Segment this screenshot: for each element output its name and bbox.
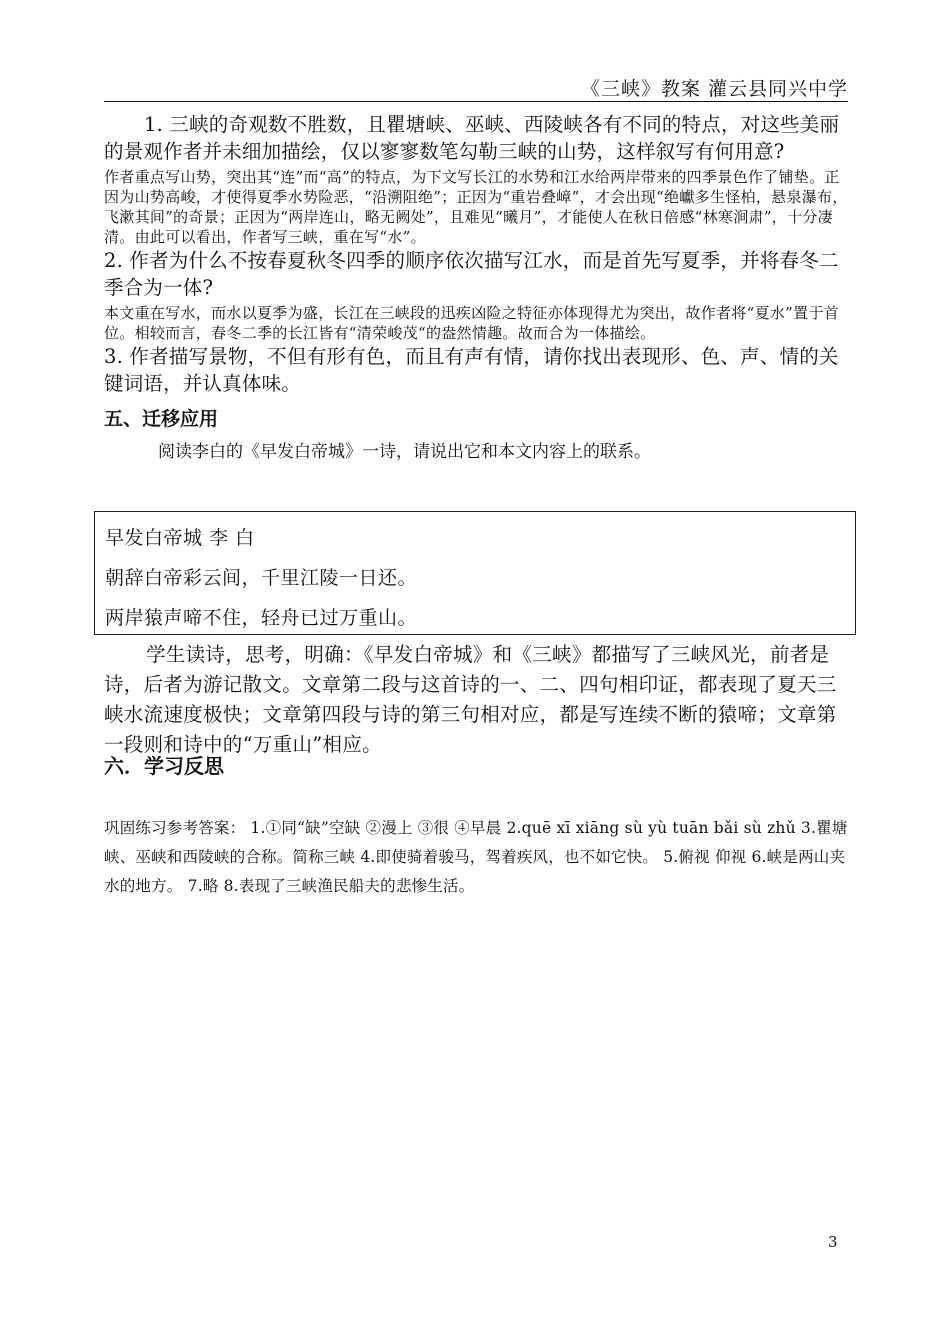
main-content (104, 111, 848, 465)
header-divider (104, 101, 848, 102)
section-5-heading: 五、迁移应用 (104, 408, 219, 430)
poem-title: 早发白帝城 李 白 (105, 527, 255, 549)
reference-answers: 巩固练习参考答案： 1.①同“缺”空缺 ②漫上 ③很 ④早晨 2.quē xī xiāng sù yù tuān bǎi sù zhǔ 3.瞿塘峡、巫峡和西陵峡的合称。简称三峡 4.即使骑着骏马，驾着疾风，也不如它快。 5.俯视 仰视 6.峡是两山夹水的地方。 7.略 8.表现了三峡渔民船夫的悲惨生活。 (104, 819, 848, 895)
poem-line-1: 朝辞白帝彩云间，千里江陵一日还。 (105, 567, 418, 589)
answer-1: 作者重点写山势，突出其“连”而“高”的特点，为下文写长江的水势和江水给两岸带来的四季景色作了铺垫。正因为山势高峻，才使得夏季水势险恶，“沿溯阻绝”；正因为“重岩叠嶂”，才会出现“绝巘多生怪柏，悬泉瀑布，飞漱其间”的奇景；正因为“两岸连山，略无阙处”，且难见“曦月”，才能使人在秋日倍感“林寒涧肃”，十分凄清。由此可以看出，作者写三峡，重在写“水”。 (104, 168, 848, 246)
question-1: 1. 三峡的奇观数不胜数，且瞿塘峡、巫峡、西陵峡各有不同的特点，对这些美丽的景观作者并未细加描绘，仅以寥寥数笔勾勒三峡的山势，这样叙写有何用意? (104, 113, 840, 163)
poem-box (94, 511, 856, 635)
question-3: 3. 作者描写景物，不但有形有色，而且有声有情，请你找出表现形、色、声、情的关键词语，并认真体味。 (104, 345, 839, 395)
discussion-paragraph: 学生读诗，思考，明确：《早发白帝城》和《三峡》都描写了三峡风光，前者是诗，后者为游记散文。文章第二段与这首诗的一、二、四句相印证，都表现了夏天三峡水流速度极快；文章第四段与诗的第三句相对应，都是写连续不断的猿啼；文章第一段则和诗中的“万重山”相应。 (104, 643, 837, 756)
question-2: 2. 作者为什么不按春夏秋冬四季的顺序依次描写江水，而是首先写夏季，并将春冬二季合为一体? (104, 249, 839, 299)
answer-2: 本文重在写水，而水以夏季为盛，长江在三峡段的迅疾凶险之特征亦体现得尤为突出，故作者将“夏水”置于首位。相较而言，春冬二季的长江皆有“清荣峻茂“的盎然情趣。故而合为一体描绘。 (104, 304, 840, 342)
page-number: 3 (828, 1233, 838, 1251)
section-6-heading: 六．学习反思 (104, 754, 224, 778)
poem-line-2: 两岸猿声啼不住，轻舟已过万重山。 (105, 607, 418, 629)
page-header: 《三峡》教案 灌云县同兴中学 (580, 78, 848, 100)
section-5-intro: 阅读李白的《早发白帝城》一诗，请说出它和本文内容上的联系。 (158, 442, 651, 462)
